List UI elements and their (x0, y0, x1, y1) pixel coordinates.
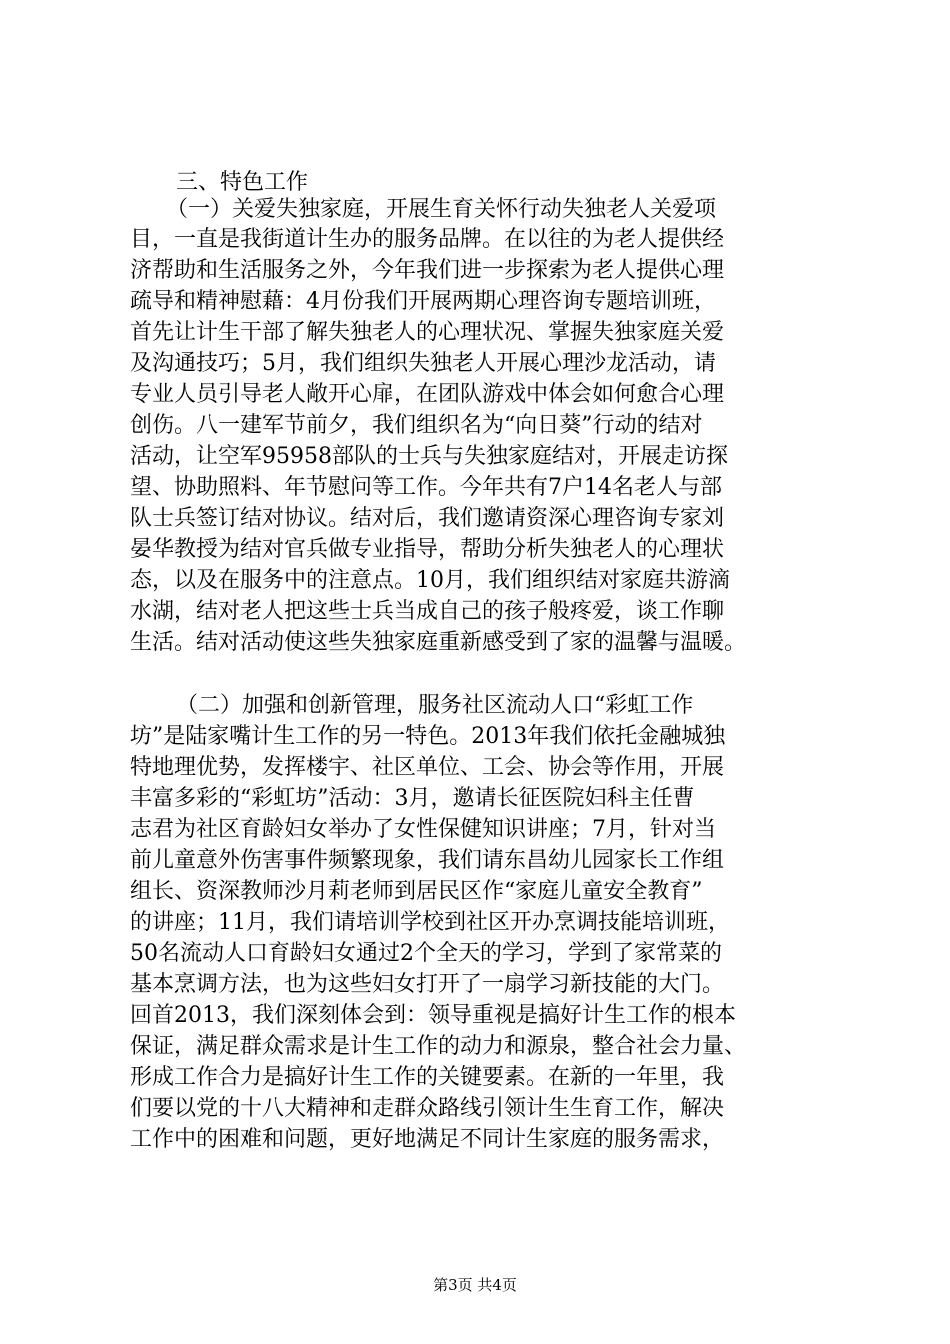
paragraph-line: 活动，让空军95958部队的士兵与失独家庭结对，开展走访探 (130, 444, 728, 469)
paragraph-line: 首先让计生干部了解失独老人的心理状况、掌握失独家庭关爱 (130, 320, 725, 345)
paragraph-line: 的讲座；11月，我们请培训学校到社区开办烹调技能培训班， (130, 910, 730, 935)
paragraph-line: 态，以及在服务中的注意点。10月，我们组织结对家庭共游滴 (130, 568, 730, 593)
paragraph-line: 生活。结对活动使这些失独家庭重新感受到了家的温馨与温暖。 (130, 630, 747, 655)
paragraph-line: 形成工作合力是搞好计生工作的关键要素。在新的一年里，我 (130, 1065, 725, 1090)
paragraph-line: 丰富多彩的“彩虹坊”活动：3月，邀请长征医院妇科主任曹 (130, 786, 695, 811)
paragraph-line: 50名流动人口育龄妇女通过2个全天的学习，学到了家常菜的 (130, 941, 722, 966)
paragraph-line: 专业人员引导老人敞开心扉，在团队游戏中体会如何愈合心理 (130, 382, 725, 407)
paragraph-line: 队士兵签订结对协议。结对后，我们邀请资深心理咨询专家刘 (130, 506, 725, 531)
paragraph-line: 疏导和精神慰藉：4月份我们开展两期心理咨询专题培训班， (130, 289, 716, 314)
page-footer: 第3页 共4页 (433, 1276, 517, 1294)
paragraph-line: 望、协助照料、年节慰问等工作。今年共有7户14名老人与部 (130, 475, 722, 500)
paragraph-line: 前儿童意外伤害事件频繁现象，我们请东昌幼儿园家长工作组 (130, 848, 725, 873)
paragraph-line: 目，一直是我街道计生办的服务品牌。在以往的为老人提供经 (130, 227, 725, 252)
paragraph-line: 们要以党的十八大精神和走群众路线引领计生生育工作，解决 (130, 1096, 725, 1121)
paragraph-line: 保证，满足群众需求是计生工作的动力和源泉，整合社会力量、 (130, 1034, 747, 1059)
paragraph-line: 志君为社区育龄妇女举办了女性保健知识讲座；7月，针对当 (130, 817, 716, 842)
paragraph-line: （二）加强和创新管理，服务社区流动人口“彩虹工作 (176, 693, 694, 718)
paragraph-line: 济帮助和生活服务之外，今年我们进一步探索为老人提供心理 (130, 258, 725, 283)
paragraph-line: 组长、资深教师沙月莉老师到居民区作“家庭儿童安全教育” (130, 879, 703, 904)
paragraph-line: 基本烹调方法，也为这些妇女打开了一扇学习新技能的大门。 (130, 972, 725, 997)
paragraph-line: 及沟通技巧；5月，我们组织失独老人开展心理沙龙活动，请 (130, 351, 716, 376)
paragraph-line: 工作中的困难和问题，更好地满足不同计生家庭的服务需求， (130, 1127, 725, 1152)
paragraph-line: 创伤。八一建军节前夕，我们组织名为“向日葵”行动的结对 (130, 413, 703, 438)
paragraph-line: 晏华教授为结对官兵做专业指导，帮助分析失独老人的心理状 (130, 537, 725, 562)
section-heading: 三、特色工作 (176, 170, 309, 195)
paragraph-line: （一）关爱失独家庭，开展生育关怀行动失独老人关爱项 (166, 197, 717, 222)
paragraph-line: 坊”是陆家嘴计生工作的另一特色。2013年我们依托金融城独 (130, 724, 726, 749)
paragraph-line: 水湖，结对老人把这些士兵当成自己的孩子般疼爱，谈工作聊 (130, 599, 725, 624)
paragraph-line: 回首2013，我们深刻体会到：领导重视是搞好计生工作的根本 (130, 1003, 736, 1028)
paragraph-line: 特地理优势，发挥楼宇、社区单位、工会、协会等作用，开展 (130, 755, 725, 780)
